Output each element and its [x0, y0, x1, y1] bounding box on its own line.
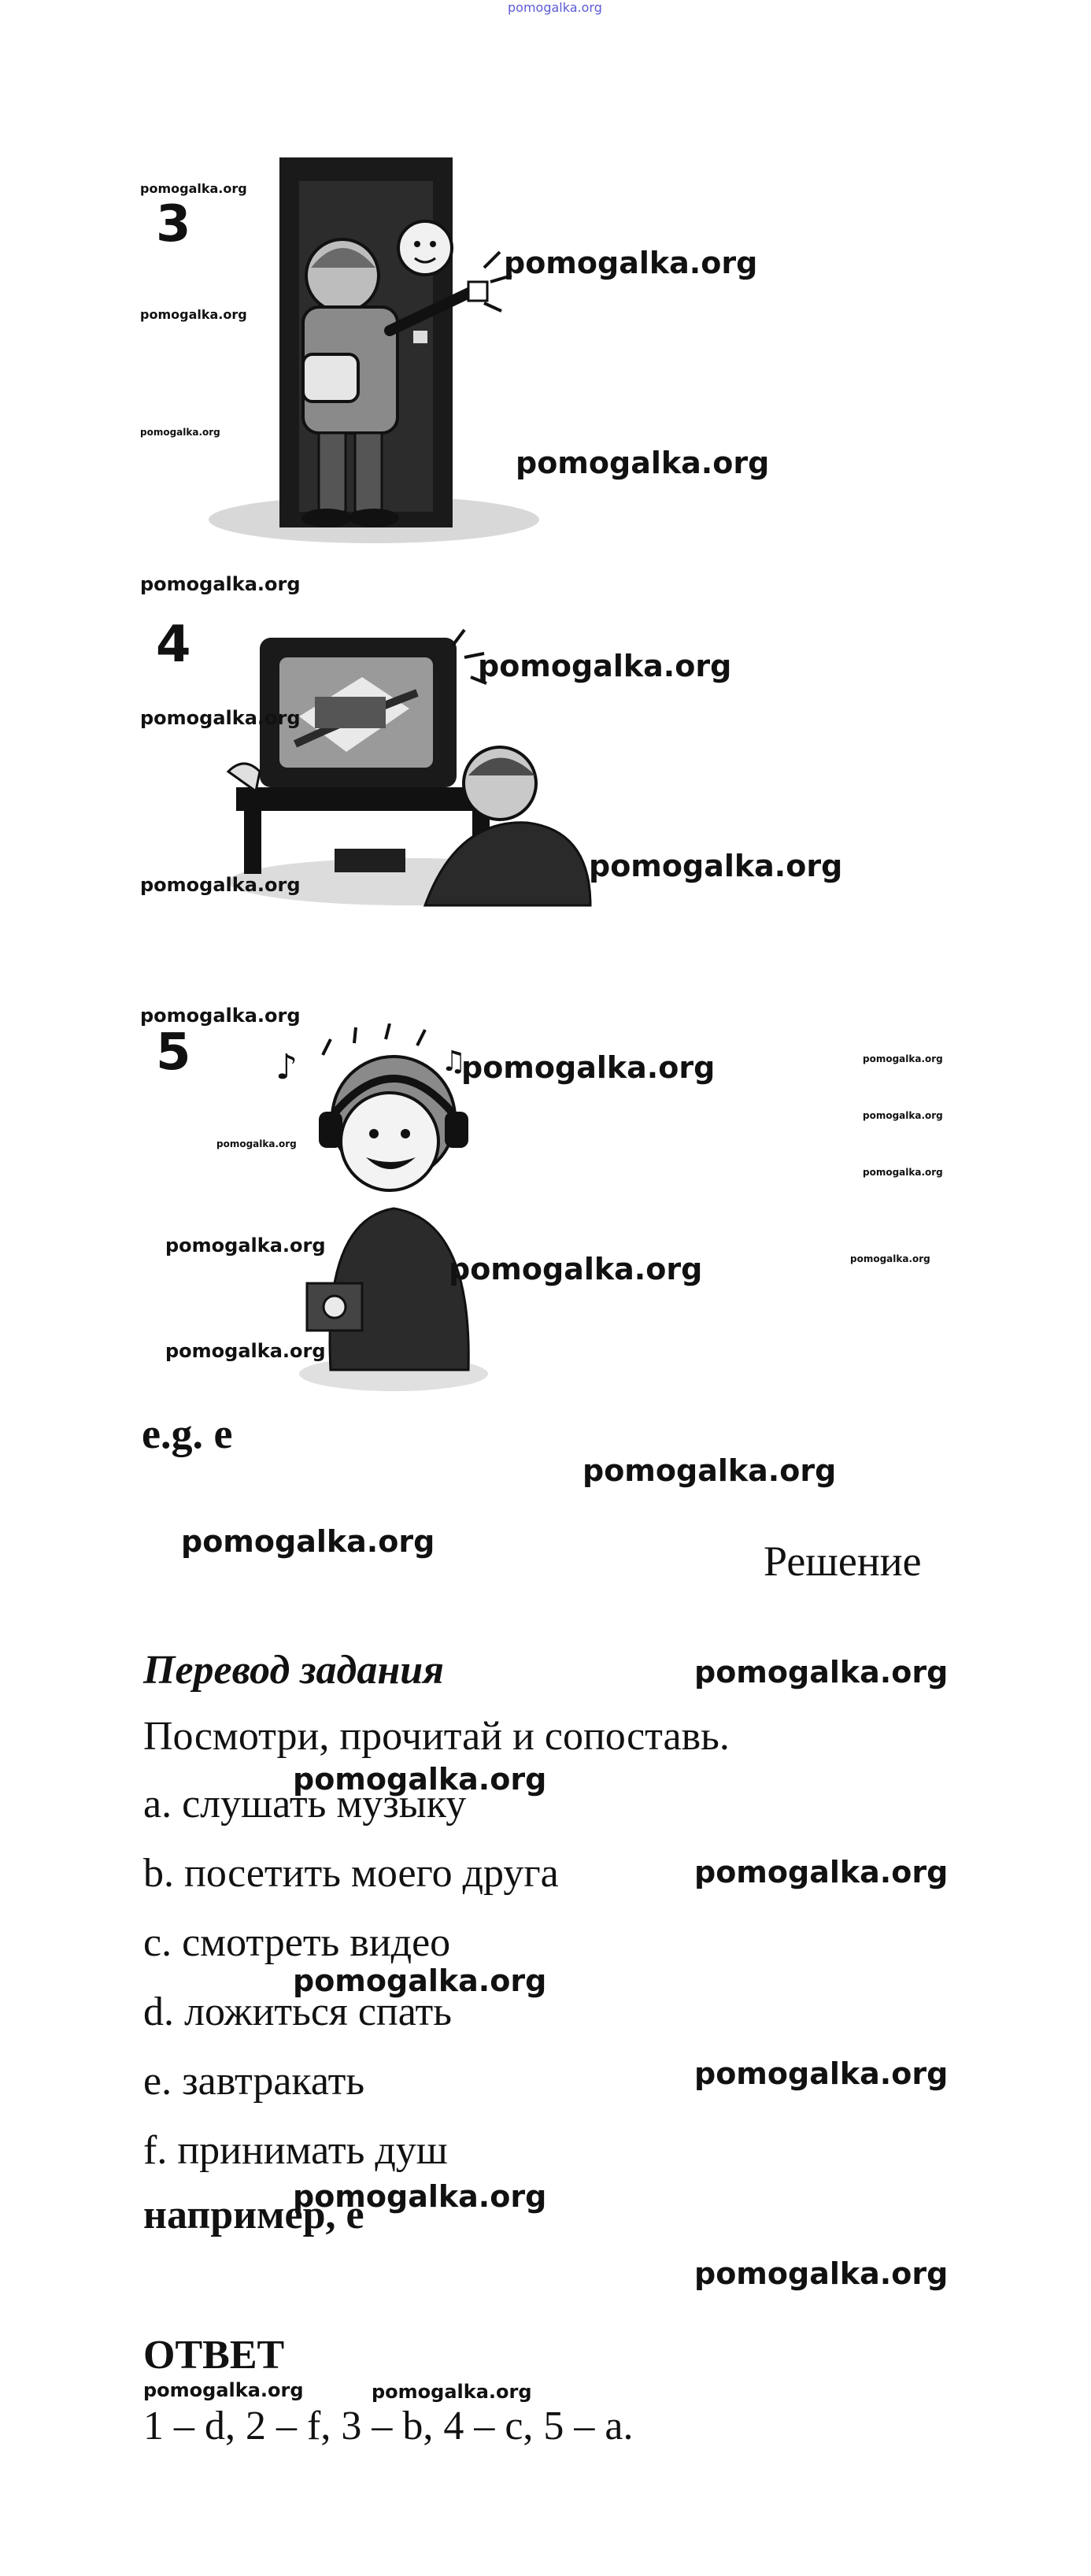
watermark: pomogalka.org: [293, 2179, 547, 2214]
translation-heading: Перевод задания: [143, 1648, 444, 1693]
watermark-top: pomogalka.org: [508, 0, 602, 15]
watermark: pomogalka.org: [694, 1855, 949, 1889]
translation-item-f: f. принимать душ: [143, 2128, 448, 2173]
watermark: pomogalka.org: [478, 649, 732, 683]
translation-example: например, е: [143, 2193, 364, 2237]
translation-item-b: b. посетить моего друга: [143, 1851, 559, 1896]
example-answer: e.g. e: [142, 1410, 233, 1457]
watermark: pomogalka.org: [449, 1252, 703, 1286]
watermark: pomogalka.org: [863, 1053, 943, 1064]
translation-item-d: d. ложиться спать: [143, 1989, 452, 2034]
svg-text:♫: ♫: [441, 1046, 467, 1078]
translation-item-e: e. завтракать: [143, 2059, 365, 2104]
answer-heading: ОТВЕТ: [143, 2333, 285, 2378]
translation-item-c: c. смотреть видео: [143, 1920, 451, 1965]
boy-at-door-illustration: [201, 150, 571, 551]
translation-item-a: a. слушать музыку: [143, 1782, 467, 1827]
watermark: pomogalka.org: [140, 874, 301, 896]
watermark: pomogalka.org: [850, 1253, 930, 1264]
watermark: pomogalka.org: [140, 707, 301, 729]
watermark: pomogalka.org: [516, 446, 770, 480]
watermark: pomogalka.org: [694, 2256, 949, 2291]
watermark: pomogalka.org: [589, 849, 843, 883]
watermark: pomogalka.org: [143, 2379, 304, 2401]
watermark: pomogalka.org: [461, 1050, 716, 1085]
watermark: pomogalka.org: [140, 427, 220, 438]
translation-instruction: Посмотри, прочитай и сопоставь.: [143, 1714, 730, 1759]
watermark: pomogalka.org: [863, 1110, 943, 1121]
watermark: pomogalka.org: [181, 1524, 435, 1559]
watermark: pomogalka.org: [293, 1762, 547, 1797]
watermark: pomogalka.org: [140, 307, 247, 322]
watermark: pomogalka.org: [165, 1234, 326, 1257]
solution-label: Решение: [764, 1538, 922, 1585]
watermark: pomogalka.org: [863, 1167, 943, 1178]
watermark: pomogalka.org: [372, 2381, 532, 2403]
watermark: pomogalka.org: [140, 1005, 301, 1027]
svg-text:♪: ♪: [276, 1047, 298, 1087]
watermark: pomogalka.org: [582, 1453, 837, 1488]
watermark: pomogalka.org: [140, 181, 247, 196]
watermark: pomogalka.org: [504, 246, 758, 280]
watermark: pomogalka.org: [140, 573, 301, 595]
watermark: pomogalka.org: [216, 1138, 297, 1149]
picture-number-4: 4: [156, 616, 191, 674]
picture-number-3: 3: [156, 195, 191, 254]
watermark: pomogalka.org: [165, 1340, 326, 1362]
watermark: pomogalka.org: [694, 1655, 949, 1690]
watermark: pomogalka.org: [293, 1963, 547, 1998]
answer-text: 1 – d, 2 – f, 3 – b, 4 – c, 5 – a.: [143, 2404, 634, 2448]
watermark: pomogalka.org: [694, 2056, 949, 2091]
picture-number-5: 5: [156, 1023, 191, 1082]
